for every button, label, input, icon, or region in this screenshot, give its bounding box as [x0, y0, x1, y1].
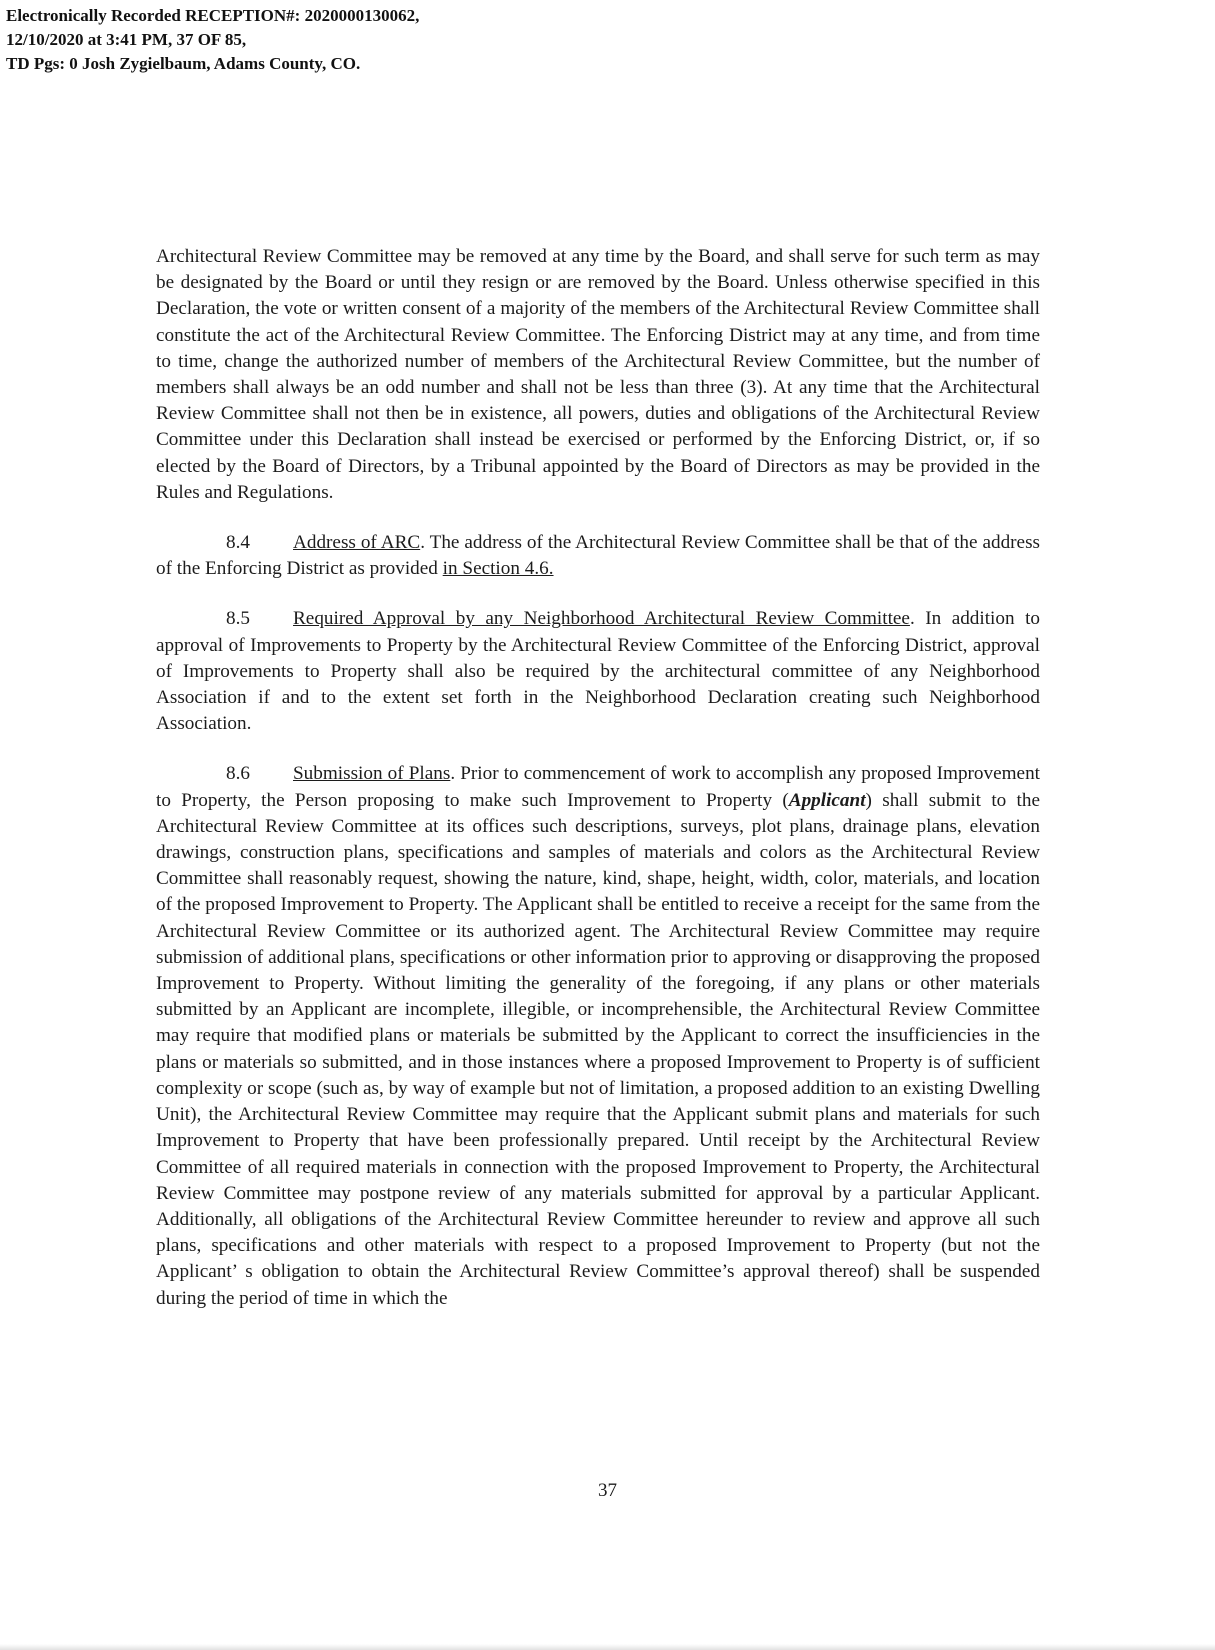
section-reference: in Section 4.6.	[442, 558, 554, 580]
section-number: 8.5	[226, 608, 250, 630]
section-number: 8.4	[226, 532, 250, 554]
section-heading: Submission of Plans	[293, 763, 451, 785]
recording-stamp	[6, 4, 419, 76]
section-number: 8.6	[226, 763, 250, 785]
section-heading: Address of ARC	[293, 532, 421, 554]
section-text: . The address of the Architectural Review Committee shall be that of the address of the Enforcing District as provided	[156, 532, 1041, 580]
paragraph-continuation: Architectural Review Committee may be removed at any time by the Board, and shall serve for such term as may be designated by the Board or until they resign or are removed by the Board. Unless otherwise specified in this Declaration, the vote or written consent of a majority of the members of the Architectural Review Committee shall constitute the act of the Architectural Review Committee. The Enforcing District may at any time, and from time to time, change the authorized number of members of the Architectural Review Committee, but the number of members shall always be an odd number and shall not be less than three (3). At any time that the Architectural Review Committee shall not then be in existence, all powers, duties and obligations of the Architectural Review Committee under this Declaration shall instead be exercised or performed by the Enforcing District, or, if so elected by the Board of Directors, by a Tribunal appointed by the Board of Directors as may be provided in the Rules and Regulations.	[156, 246, 1040, 503]
section-heading: Required Approval by any Neighborhood Architectural Review Committee	[293, 608, 910, 630]
section-8-4	[156, 530, 1040, 582]
section-8-5	[156, 606, 1040, 737]
stamp-line-county: TD Pgs: 0 Josh Zygielbaum, Adams County, CO.	[6, 54, 361, 73]
stamp-line-date: 12/10/2020 at 3:41 PM, 37 OF 85,	[6, 30, 247, 49]
section-text: ) shall submit to the Architectural Review Committee at its offices such descriptions, surveys, plot plans, drainage plans, elevation drawings, construction plans, specifications and samples of materials and colors as the Architectural Review Committee shall reasonably request, showing the nature, kind, shape, height, width, color, materials, and location of the proposed Improvement to Property. The Applicant shall be entitled to receive a receipt for the same from the Architectural Review Committee or its authorized agent. The Architectural Review Committee may require submission of additional plans, specifications or other information prior to approving or disapproving the proposed Improvement to Property. Without limiting the generality of the foregoing, if any plans or other materials submitted by an Applicant are incomplete, illegible, or incomprehensible, the Architectural Review Committee may require that modified plans or materials be submitted by the Applicant to correct the insufficiencies in the plans or materials so submitted, and in those instances where a proposed Improvement to Property is of sufficient complexity or scope (such as, by way of example but not of limitation, a proposed addition to an existing Dwelling Unit), the Architectural Review Committee may require that the Applicant submit plans and materials for such Improvement to Property that have been professionally prepared. Until receipt by the Architectural Review Committee of all required materials in connection with the proposed Improvement to Property, the Architectural Review Committee may postpone review of any materials submitted for approval by a particular Applicant. Additionally, all obligations of the Architectural Review Committee hereunder to review and approve all such plans, specifications and other materials with respect to a proposed Improvement to Property (but not the Applicant’ s obligation to obtain the Architectural Review Committee’s approval thereof) shall be suspended during the period of time in which the	[156, 789, 1040, 1309]
document-body	[156, 244, 1040, 1312]
defined-term: Applicant	[788, 789, 866, 811]
section-8-6	[156, 761, 1040, 1311]
page-number: 37	[598, 1480, 617, 1501]
section-text: . In addition to approval of Improvements to Property by the Architectural Review Committee of the Enforcing District, approval of Improvements to Property shall also be required by the architectural committee of any Neighborhood Association if and to the extent set forth in the Neighborhood Declaration creating such Neighborhood Association.	[156, 608, 1040, 735]
section-text: . Prior to commencement of work to accomplish any proposed Improvement to Property, the Person proposing to make such Improvement to Property (	[156, 763, 1040, 811]
stamp-line-reception: Electronically Recorded RECEPTION#: 2020000130062,	[6, 6, 420, 25]
scan-edge-divider	[0, 1644, 1215, 1650]
